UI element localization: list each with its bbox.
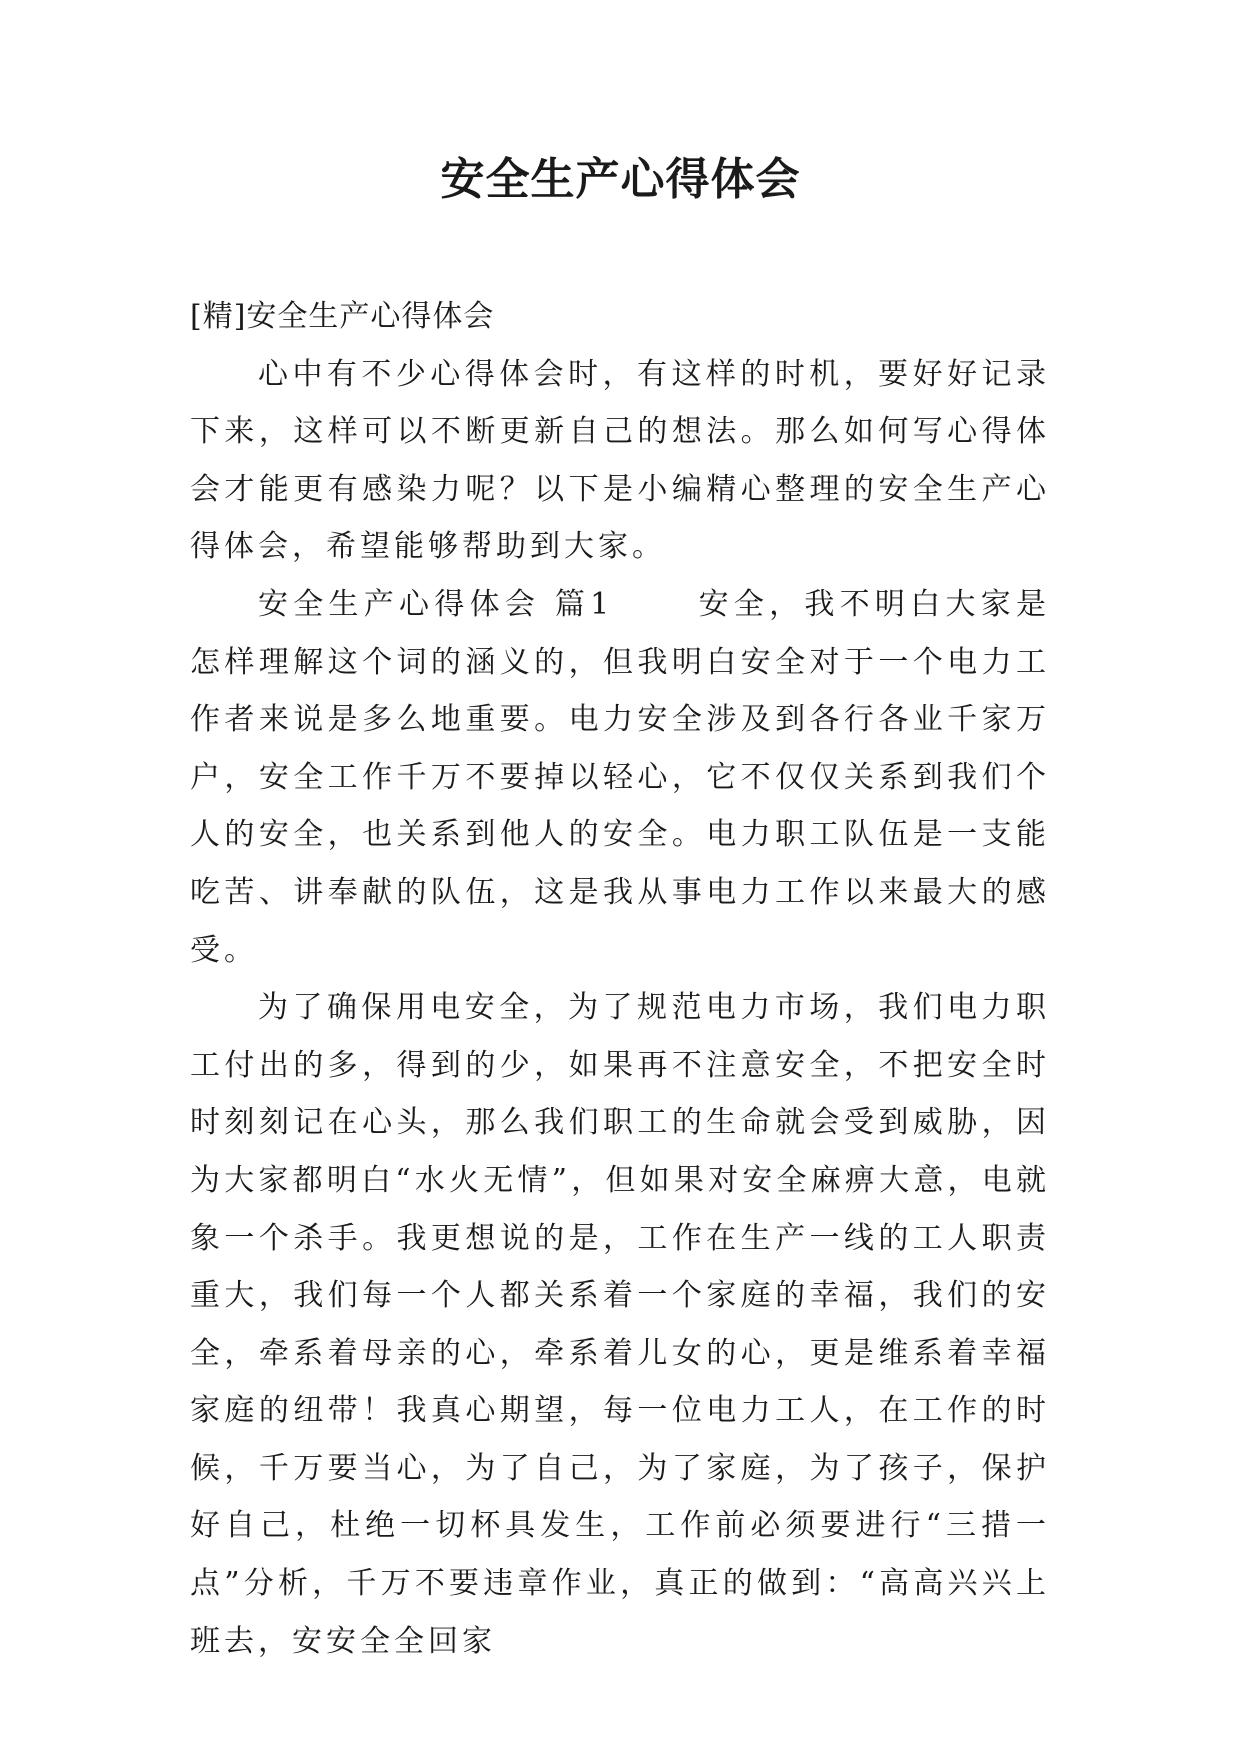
paragraph-section-1: 安全生产心得体会 篇1 安全，我不明白大家是怎样理解这个词的涵义的，但我明白安全对于一个电力工作者来说是多么地重要。电力安全涉及到各行各业千家万户，安全工作千万不要掉以轻心，它不仅仅关系到我们个人的安全，也关系到他人的安全。电力职工队伍是一支能吃苦、讲奉献的队伍，这是我从事电力工作以来最大的感受。 (190, 586, 1050, 968)
document-body (190, 288, 1050, 1670)
document-subtitle: [精]安全生产心得体会 (190, 299, 495, 334)
document-title: 安全生产心得体会 (440, 154, 801, 205)
paragraph-intro: 心中有不少心得体会时，有这样的时机，要好好记录下来，这样可以不断更新自己的想法。那么如何写心得体会才能更有感染力呢？以下是小编精心整理的安全生产心得体会，希望能够帮助到大家。 (190, 356, 1050, 565)
paragraph-section-1-continued: 为了确保用电安全，为了规范电力市场，我们电力职工付出的多，得到的少，如果再不注意安全，不把安全时时刻刻记在心头，那么我们职工的生命就会受到威胁，因为大家都明白“水火无情”，但如果对安全麻痹大意，电就象一个杀手。我更想说的是，工作在生产一线的工人职责重大，我们每一个人都关系着一个家庭的幸福，我们的安全，牵系着母亲的心，牵系着儿女的心，更是维系着幸福家庭的纽带！我真心期望，每一位电力工人，在工作的时候，千万要当心，为了自己，为了家庭，为了孩子，保护好自己，杜绝一切杯具发生，工作前必须要进行“三措一点”分析，千万不要违章作业，真正的做到：“高高兴兴上班去，安安全全回家 (190, 990, 1050, 1659)
